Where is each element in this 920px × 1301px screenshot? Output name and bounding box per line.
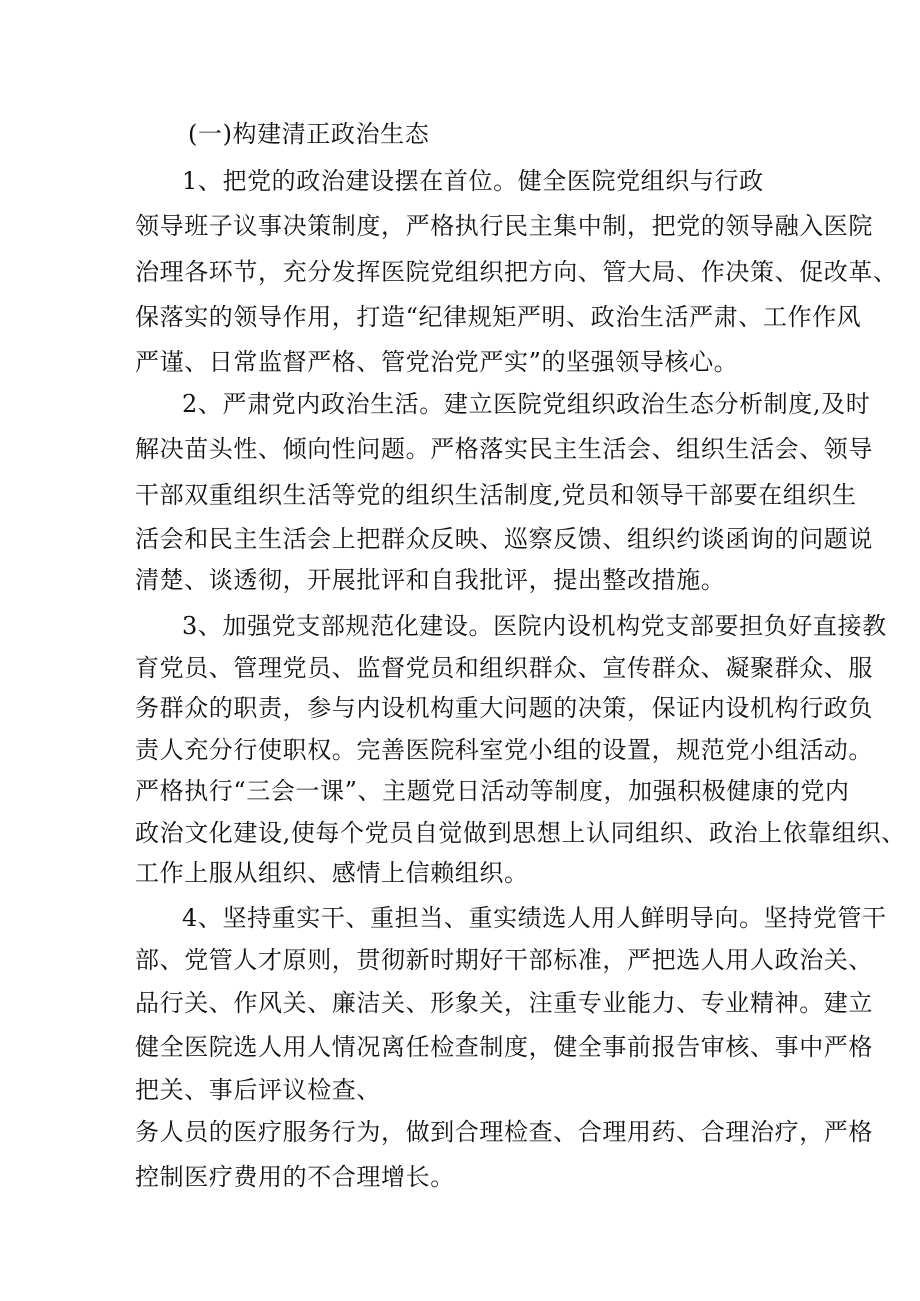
paragraph-4-line-6: 务人员的医疗服务行为，做到合理检查、合理用药、合理治疗，严格 bbox=[135, 1118, 873, 1146]
paragraph-3-line-4: 责人充分行使职权。完善医院科室党小组的设置，规范党小组活动。 bbox=[135, 736, 873, 764]
paragraph-1-line-4: 保落实的领导作用，打造“纪律规矩严明、政治生活严肃、工作作风 bbox=[135, 303, 862, 331]
paragraph-3-line-1: 3、加强党支部规范化建设。医院内设机构党支部要担负好直接教 bbox=[182, 612, 887, 640]
paragraph-1-line-3: 治理各环节，充分发挥医院党组织把方向、管大局、作决策、促改革、 bbox=[135, 258, 898, 286]
paragraph-1-line-5: 严谨、日常监督严格、管党治党严实”的坚强领导核心。 bbox=[135, 348, 739, 376]
paragraph-3-line-6: 政治文化建设,使每个党员自觉做到思想上认同组织、政治上依靠组织、 bbox=[135, 819, 906, 847]
paragraph-2-line-5: 清楚、谈透彻，开展批评和自我批评，提出整改措施。 bbox=[135, 566, 726, 594]
paragraph-2-line-1: 2、严肃党内政治生活。建立医院党组织政治生态分析制度,及时 bbox=[182, 390, 871, 418]
paragraph-2-line-4: 活会和民主生活会上把群众反映、巡察反馈、组织约谈函询的问题说 bbox=[135, 525, 873, 553]
paragraph-4-line-4: 健全医院选人用人情况离任检查制度，健全事前报告审核、事中严格 bbox=[135, 1033, 873, 1061]
paragraph-4-line-7: 控制医疗费用的不合理增长。 bbox=[135, 1163, 455, 1191]
paragraph-4-line-2: 部、党管人才原则，贯彻新时期好干部标准，严把选人用人政治关、 bbox=[135, 946, 873, 974]
paragraph-3-line-2: 育党员、管理党员、监督党员和组织群众、宣传群众、凝聚群众、服 bbox=[135, 654, 873, 682]
paragraph-2-line-2: 解决苗头性、倾向性问题。严格落实民主生活会、组织生活会、领导 bbox=[135, 435, 873, 463]
paragraph-1-line-2: 领导班子议事决策制度，严格执行民主集中制，把党的领导融入医院 bbox=[135, 212, 873, 240]
paragraph-4-line-3: 品行关、作风关、廉洁关、形象关，注重专业能力、专业精神。建立 bbox=[135, 989, 873, 1017]
paragraph-1-line-1: 1、把党的政治建设摆在首位。健全医院党组织与行政 bbox=[182, 167, 764, 195]
paragraph-3-line-5: 严格执行“三会一课”、主题党日活动等制度，加强积极健康的党内 bbox=[135, 777, 850, 805]
paragraph-4-line-5: 把关、事后评议检查、 bbox=[135, 1076, 381, 1104]
paragraph-2-line-3: 干部双重组织生活等党的组织生活制度,党员和领导干部要在组织生 bbox=[135, 481, 857, 509]
paragraph-3-line-7: 工作上服从组织、感情上信赖组织。 bbox=[135, 859, 529, 887]
paragraph-4-line-1: 4、坚持重实干、重担当、重实绩选人用人鲜明导向。坚持党管干 bbox=[182, 904, 887, 932]
section-heading: (一)构建清正政治生态 bbox=[188, 120, 430, 148]
paragraph-3-line-3: 务群众的职责，参与内设机构重大问题的决策，保证内设机构行政负 bbox=[135, 694, 873, 722]
